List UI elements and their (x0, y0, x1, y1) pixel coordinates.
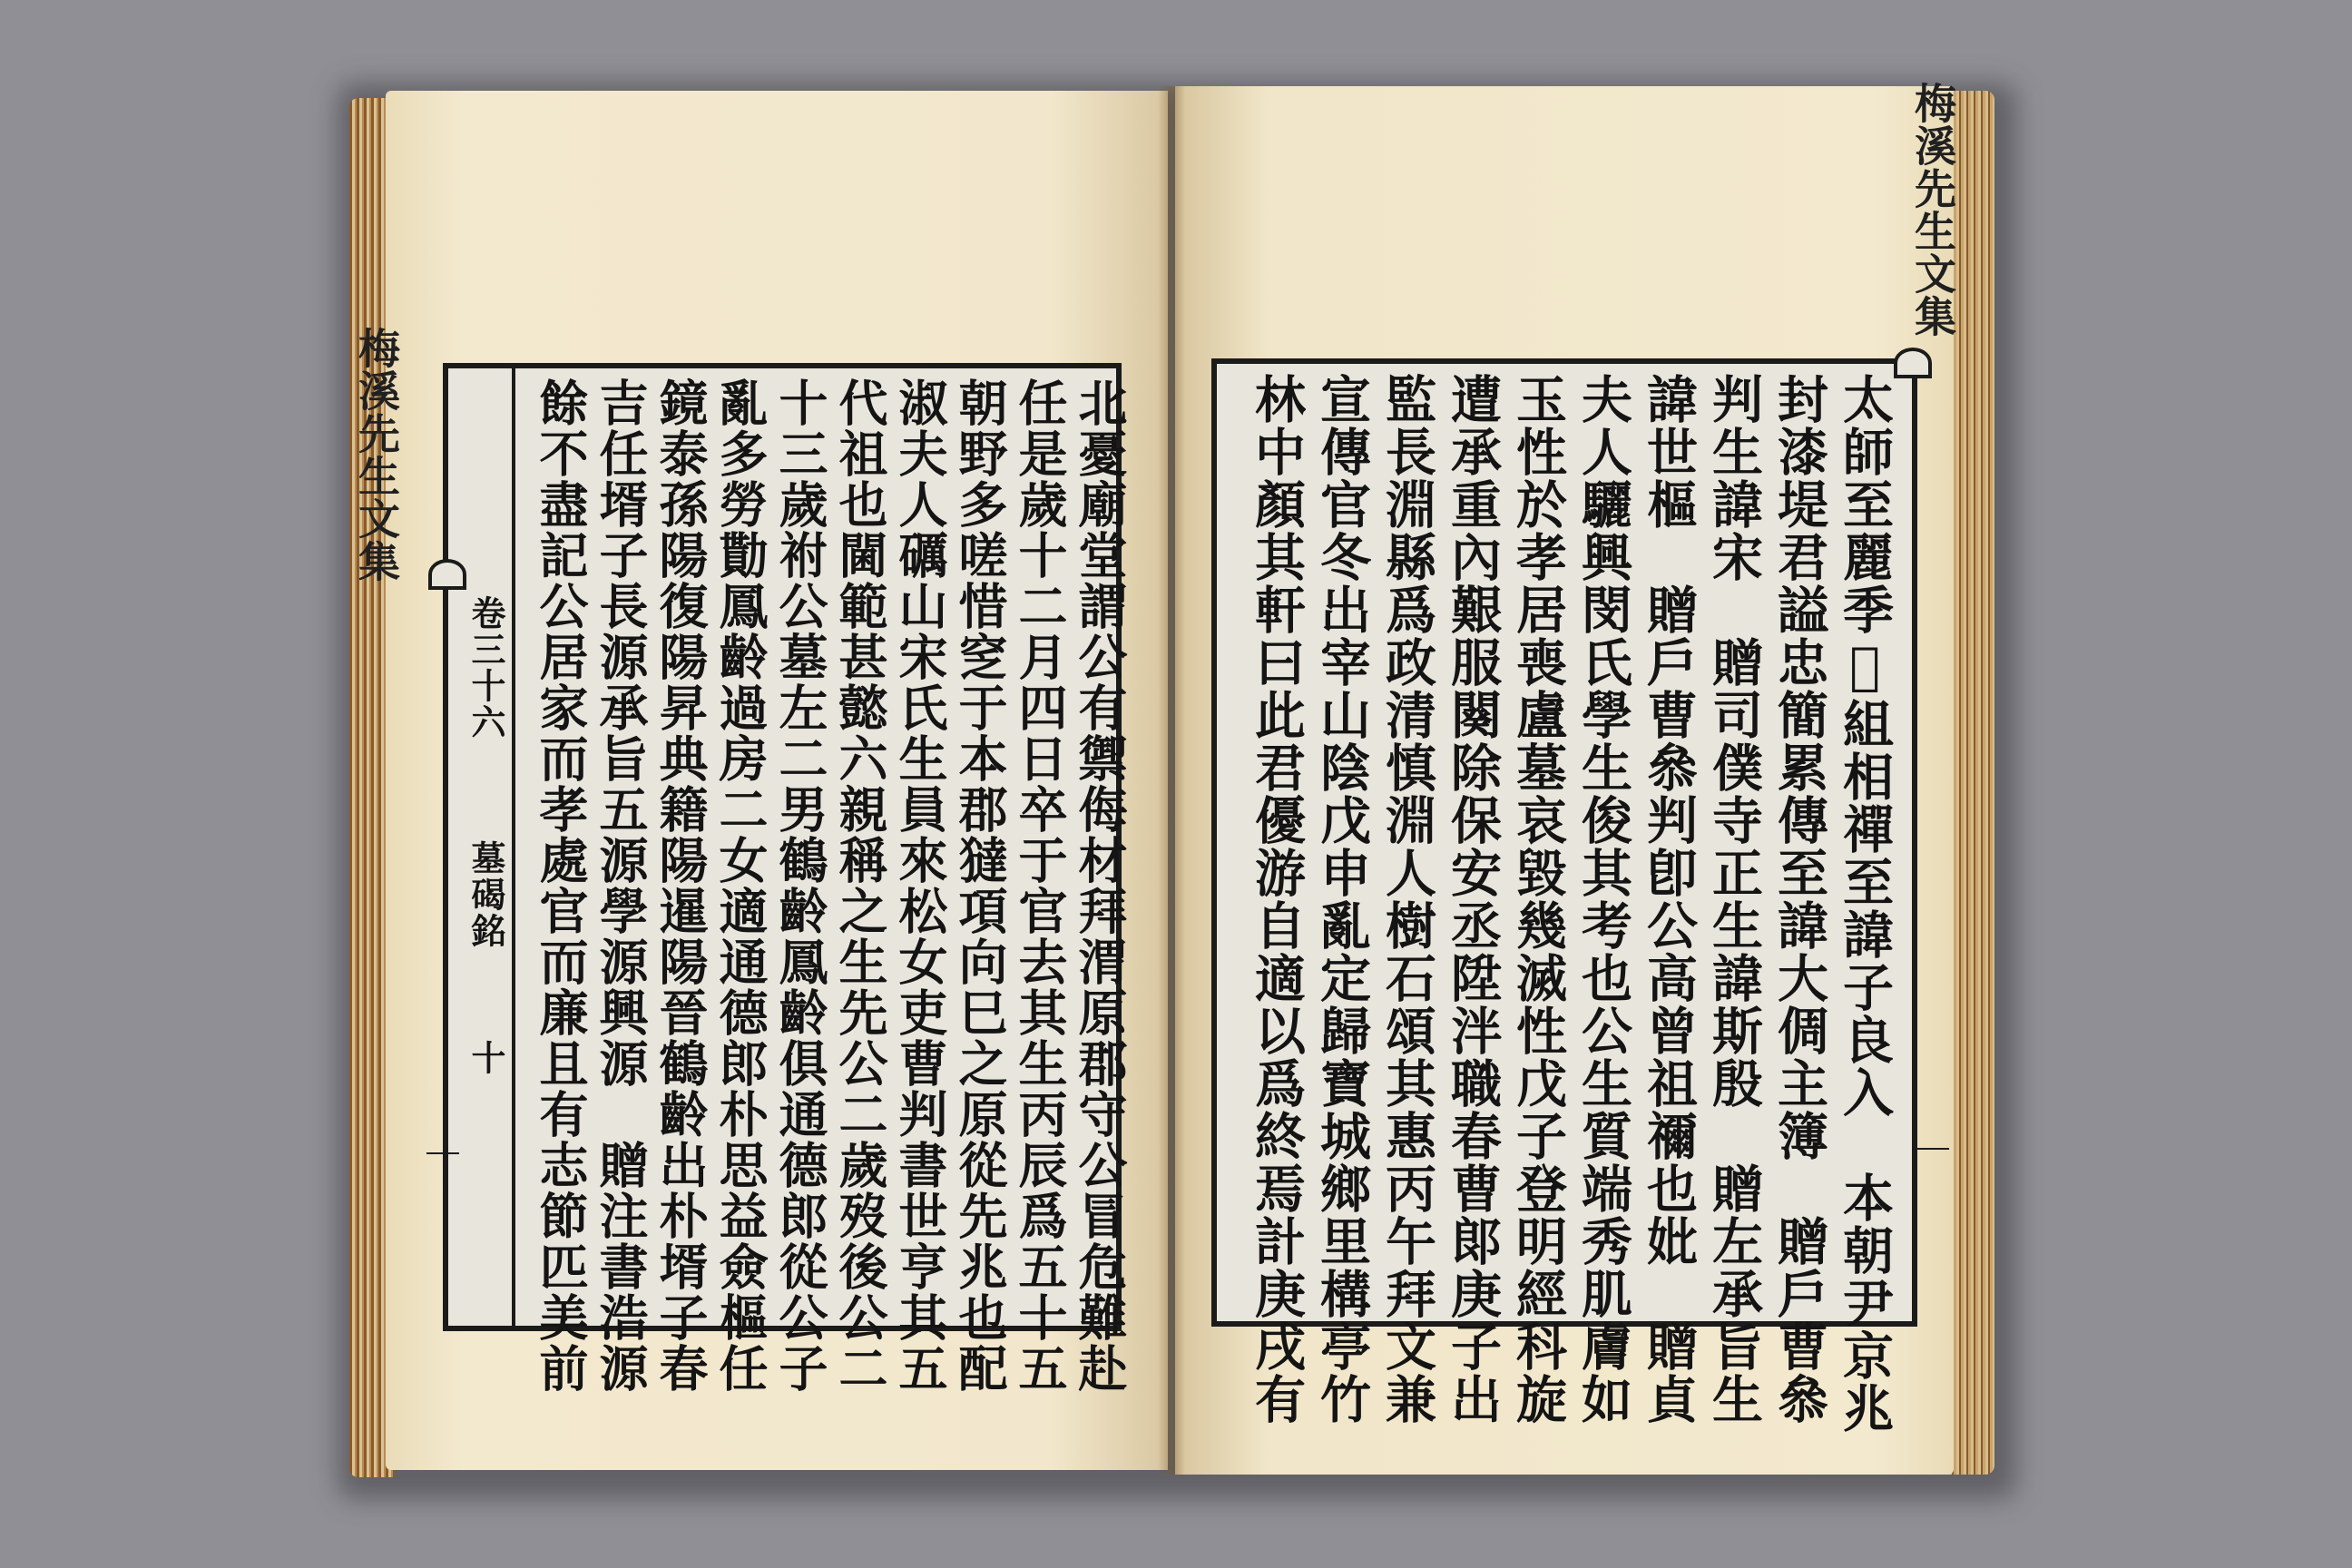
folio-number: 十 (466, 1040, 506, 1076)
left-text-frame (443, 363, 1129, 1394)
text-column: 宣傳官冬出宰山陰戊申亂定歸寶城鄉里構亭竹 (1312, 373, 1372, 1426)
text-column: 代祖也閫範甚懿六親稱之生先公二歲歿後公二 (831, 377, 889, 1394)
text-column: 亂多勞勩鳳齡過房二女適通德郎朴思益僉樞任 (711, 377, 769, 1394)
text-column: 諱世樞 贈戶曹叅判卽公高曾祖禰也妣 贈貞 (1639, 373, 1699, 1426)
text-column: 餘不盡記公居家而孝處官而廉且有志節匹美前 (532, 377, 590, 1394)
text-column: 淑夫人礪山宋氏生員來松女吏曹判書世亨其五 (891, 377, 949, 1394)
left-margin-band (448, 368, 515, 1326)
right-spine-title: 梅溪先生文集 (1908, 82, 1957, 338)
text-column: 監長淵縣爲政清慎淵人樹石頌其惠丙午拜文兼 (1377, 373, 1437, 1426)
margin-tick (1916, 1148, 1949, 1150)
text-column: 遭承重內艱服闋除保安丞陞泮職春曹郞庚子出 (1443, 373, 1503, 1426)
text-column: 十三歲祔公墓左二男鶴齡鳳齡俱通德郎從公子 (771, 377, 829, 1394)
book-gutter (1158, 86, 1185, 1475)
right-text-body (1222, 373, 1903, 1435)
right-text-frame (1211, 358, 1917, 1435)
text-column: 吉任壻子長源承旨五源學源興源 贈注書浩源 (592, 377, 650, 1394)
text-column: 判生諱宋 贈司僕寺正生諱斯殷 贈左承旨生 (1704, 373, 1764, 1426)
text-column: 太師至麗季𦒿組相禪至諱子良入 本朝尹京兆 (1835, 373, 1895, 1435)
text-column: 鏡泰孫陽復陽昇典籍陽暹陽晉鶴齡出朴壻子春 (652, 377, 710, 1394)
volume-label: 卷三十六 (466, 595, 506, 740)
text-column: 玉性於孝居喪盧墓哀毀幾滅性戊子登明經科旋 (1508, 373, 1568, 1426)
text-column: 朝野多嗟惜窆于本郡㺚項向巳之原從先兆也配 (951, 377, 1009, 1394)
text-column: 林中顏其軒曰此君優游自適以爲終焉計庚戌有 (1247, 373, 1307, 1426)
section-label: 墓碣銘 (466, 840, 506, 949)
left-spine-title: 梅溪先生文集 (352, 327, 401, 583)
text-column: 封漆堤君謚忠簡累傳至諱大倜主簿 贈戶曹叅 (1769, 373, 1829, 1426)
text-column: 夫人驪興閔氏學生俊其考也公生質端秀肌膚如 (1573, 373, 1633, 1426)
margin-tick (426, 1152, 459, 1154)
left-text-body (517, 377, 1129, 1394)
text-column: 任是歲十二月四日卒于官去其生丙辰爲五十五 (1011, 377, 1069, 1394)
text-column: 北憂廟堂謂公有禦侮材拜渭原郡守公冒危難赴 (1071, 377, 1129, 1394)
